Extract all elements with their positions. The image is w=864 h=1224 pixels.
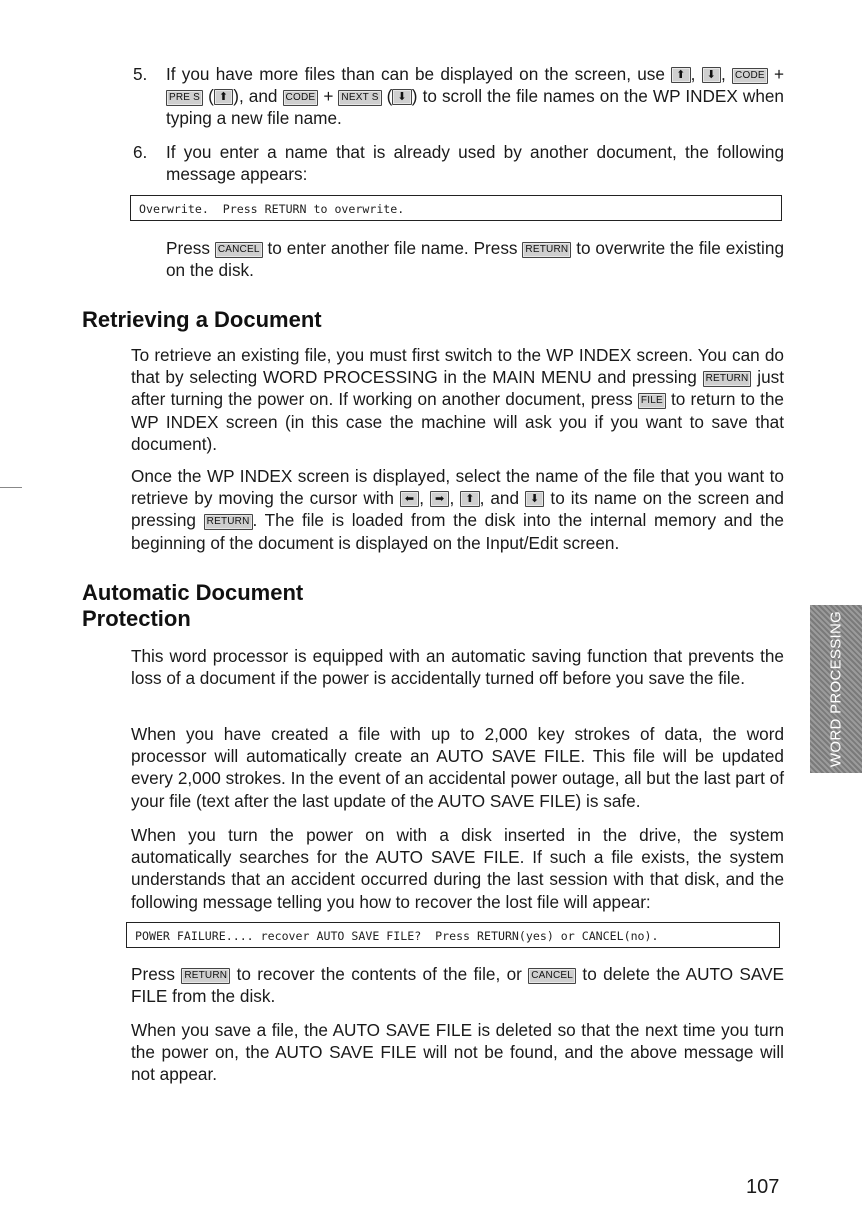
- cancel-key-icon: CANCEL: [528, 968, 576, 984]
- item-number-6: 6.: [133, 142, 148, 162]
- protection-paragraph-2: When you have created a file with up to 2,000 key strokes of data, the word processor will automatically create an AUTO SAVE FILE. This file will be updated every 2,000 strokes. In the event of an accidental power outage, all but the last part of your file (text after the last update of the AUTO SAVE FILE) is safe.: [131, 724, 784, 811]
- down-arrow-key-icon: ⬇: [525, 491, 544, 507]
- item-5-text: If you have more files than can be displayed on the screen, use ⬆ , ⬇ , CODE + PRE S ( ⬆ ), and CODE + NEXT S ( ⬇ ) to scroll the file names on the WP INDEX when typing a new file name.: [166, 64, 785, 129]
- protection-paragraph-3: When you turn the power on with a disk inserted in the drive, the system automatically searches for the AUTO SAVE FILE. If such a file exists, the system understands that an accident occurred during the last session with that disk, and the following message telling you how to recover the lost file will appear:: [131, 825, 784, 912]
- up-arrow-key-icon: ⬆: [460, 491, 479, 507]
- return-key-icon: RETURN: [522, 242, 571, 258]
- nexts-key-icon: NEXT S: [338, 90, 381, 106]
- up-arrow-key-icon: ⬆: [671, 67, 690, 83]
- up-arrow-key-icon: ⬆: [214, 89, 233, 105]
- retrieving-paragraph-2: Once the WP INDEX screen is displayed, select the name of the file that you want to retrieve by moving the cursor with ⬅ , ➡ , ⬆ , and ⬇ to its name on the screen and pressing RETURN . The file is loaded from the disk into the internal memory and the beginning of the document is displayed on the Input/Edit screen.: [131, 466, 784, 553]
- left-arrow-key-icon: ⬅: [400, 491, 419, 507]
- press-cancel-text: Press CANCEL to enter another file name. Press RETURN to overwrite the file existing on the disk.: [166, 238, 784, 281]
- down-arrow-key-icon: ⬇: [702, 67, 721, 83]
- side-tab-label: WORD PROCESSING: [827, 610, 845, 768]
- code-key-icon: CODE: [283, 90, 319, 106]
- retrieving-heading: Retrieving a Document: [82, 307, 322, 332]
- overwrite-message-box: Overwrite. Press RETURN to overwrite.: [130, 195, 782, 221]
- right-arrow-key-icon: ➡: [430, 491, 449, 507]
- return-key-icon: RETURN: [204, 514, 253, 530]
- protection-paragraph-5: When you save a file, the AUTO SAVE FILE is deleted so that the next time you turn the power on, the AUTO SAVE FILE will not be found, and the above message will not appear.: [131, 1020, 784, 1085]
- pres-key-icon: PRE S: [166, 90, 203, 106]
- protection-paragraph-1: This word processor is equipped with an automatic saving function that prevents the loss of a document if the power is accidentally turned off before you save the file.: [131, 646, 784, 689]
- protection-heading-line-2: Protection: [82, 606, 191, 631]
- protection-paragraph-4: Press RETURN to recover the contents of the file, or CANCEL to delete the AUTO SAVE FILE from the disk.: [131, 964, 785, 1007]
- power-failure-message-box: POWER FAILURE.... recover AUTO SAVE FILE? Press RETURN(yes) or CANCEL(no).: [126, 922, 780, 948]
- retrieving-paragraph-1: To retrieve an existing file, you must first switch to the WP INDEX screen. You can do that by selecting WORD PROCESSING in the MAIN MENU and pressing RETURN just after turning the power on. If working on another document, press FILE to return to the WP INDEX screen (in this case the machine will ask you if you want to save that document).: [131, 345, 785, 454]
- item-6-text: If you enter a name that is already used by another document, the following message appears:: [166, 142, 784, 185]
- cancel-key-icon: CANCEL: [215, 242, 263, 258]
- section-side-tab: [810, 605, 862, 773]
- code-key-icon: CODE: [732, 68, 768, 84]
- page-number: 107: [746, 1176, 780, 1198]
- protection-heading-line-1: Automatic Document: [82, 580, 304, 605]
- return-key-icon: RETURN: [181, 968, 230, 984]
- down-arrow-key-icon: ⬇: [392, 89, 411, 105]
- return-key-icon: RETURN: [703, 371, 752, 387]
- file-key-icon: FILE: [638, 393, 666, 409]
- margin-tick-mark: [0, 487, 22, 488]
- item-number-5: 5.: [133, 64, 148, 84]
